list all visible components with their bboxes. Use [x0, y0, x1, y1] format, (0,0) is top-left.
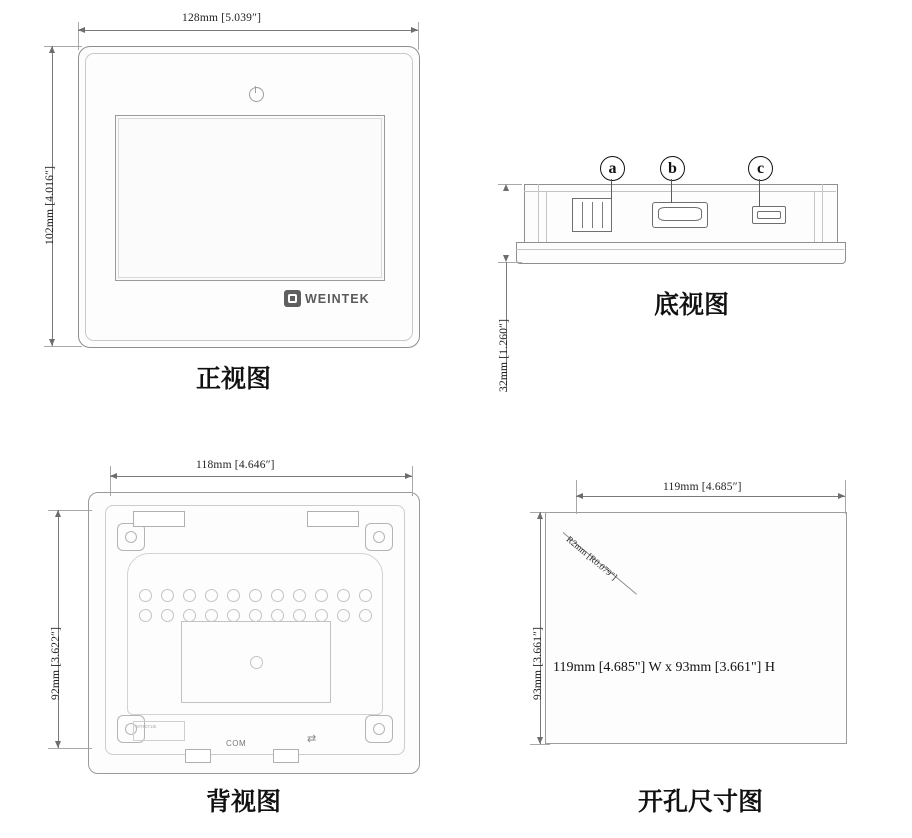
front-width-text: 128mm [5.039″] [182, 12, 262, 24]
cutout-width-text: 119mm [4.685″] [663, 481, 742, 493]
front-height-arrow-down [49, 339, 55, 346]
back-height-arrow-down [55, 741, 61, 748]
vent-dot [183, 609, 196, 622]
vent-dot [139, 609, 152, 622]
cutout-ext-bottom-left [530, 744, 550, 745]
vent-dot [227, 589, 240, 602]
vent-dot [337, 589, 350, 602]
cutout-height-arrow-down [537, 737, 543, 744]
front-width-dim-line [78, 30, 418, 31]
vent-dot [183, 589, 196, 602]
vent-dot [293, 589, 306, 602]
back-ext-left-top [110, 466, 111, 496]
bottom-height-arrow-down [503, 255, 509, 262]
product-label-sticker: MT6071iE [133, 721, 185, 741]
callout-c: c [748, 156, 773, 181]
back-width-dim-line [110, 476, 412, 477]
front-view [78, 46, 423, 351]
bottom-housing-edge-left2 [546, 191, 547, 242]
front-view-caption: 正视图 [196, 364, 272, 393]
front-width-arrow-right [411, 27, 418, 33]
vent-dot [139, 589, 152, 602]
back-view [88, 492, 423, 777]
logo-mark-icon [284, 290, 301, 307]
back-view-caption: 背视图 [206, 787, 282, 816]
front-width-arrow-left [78, 27, 85, 33]
bottom-height-text: 32mm [1.260″] [498, 318, 510, 392]
vent-dot [359, 609, 372, 622]
cutout-size-text: 119mm [4.685"] W x 93mm [3.661"] H [553, 660, 775, 675]
cutout-view-caption: 开孔尺寸图 [638, 787, 764, 816]
port-b-serial-inner [658, 207, 702, 221]
cutout-height-arrow-up [537, 512, 543, 519]
cutout-view [545, 512, 850, 747]
corner-radius-text: R2mm [R0.079″] [564, 534, 620, 582]
back-height-arrow-up [55, 510, 61, 517]
bottom-front-flange [516, 242, 846, 264]
vent-dot [161, 609, 174, 622]
brand-logo [284, 290, 370, 307]
bottom-housing-edge-left [538, 184, 539, 242]
front-display-inner [118, 118, 382, 278]
port-a-pin-3 [602, 202, 603, 228]
port-a-pin-2 [592, 202, 593, 228]
vent-dot [161, 589, 174, 602]
bottom-tab-right [273, 749, 299, 763]
back-housing [88, 492, 420, 774]
cutout-width-dim-line [576, 496, 845, 497]
front-ext-bottom-left [44, 346, 82, 347]
front-height-text: 102mm [4.016″] [44, 165, 56, 245]
mount-boss-bottom-right [365, 715, 393, 743]
port-a-pin-1 [582, 202, 583, 228]
back-width-arrow-left [110, 473, 117, 479]
cutout-width-arrow-left [576, 493, 583, 499]
back-center-mark [250, 656, 263, 669]
vent-dot [271, 589, 284, 602]
vent-dot [249, 589, 262, 602]
vent-dot [359, 589, 372, 602]
logo-text: WEINTEK [305, 291, 370, 306]
back-height-text: 92mm [3.622″] [50, 626, 62, 700]
cutout-width-arrow-right [838, 493, 845, 499]
vent-dot [293, 609, 306, 622]
mount-clip-top-left [133, 511, 185, 527]
usb-icon: ⇄ [307, 733, 317, 745]
vent-dot [249, 609, 262, 622]
mount-boss-top-right [365, 523, 393, 551]
front-ext-right-top [418, 22, 419, 50]
cutout-rectangle [545, 512, 847, 744]
front-height-arrow-up [49, 46, 55, 53]
cutout-ext-right-top [845, 480, 846, 514]
bottom-view-caption: 底视图 [654, 290, 730, 319]
power-indicator-icon [249, 87, 264, 102]
front-housing [78, 46, 420, 348]
vent-dot [205, 609, 218, 622]
back-ext-bottom-left [48, 748, 92, 749]
bottom-view [516, 178, 846, 293]
vent-dot [205, 589, 218, 602]
bottom-housing-edge-1 [524, 191, 836, 192]
cutout-height-text: 93mm [3.661″] [532, 626, 544, 700]
bottom-housing-edge-right2 [814, 191, 815, 242]
vent-dot [315, 609, 328, 622]
back-width-arrow-right [405, 473, 412, 479]
callout-a-leader [611, 179, 612, 199]
bottom-flange-edge [516, 249, 844, 250]
vent-dot [337, 609, 350, 622]
bottom-tab-left [185, 749, 211, 763]
bottom-ext-bottom [498, 262, 522, 263]
bottom-ext-top [498, 184, 522, 185]
vent-dot [227, 609, 240, 622]
callout-a: a [600, 156, 625, 181]
callout-b: b [660, 156, 685, 181]
back-ext-right-top [412, 466, 413, 496]
back-width-text: 118mm [4.646″] [196, 459, 275, 471]
vent-dot [271, 609, 284, 622]
bottom-housing-edge-right [822, 184, 823, 242]
mount-boss-top-left [117, 523, 145, 551]
bottom-height-arrow-up [503, 184, 509, 191]
callout-c-leader [759, 179, 760, 207]
com-port-label: COM [226, 739, 247, 748]
mount-clip-top-right [307, 511, 359, 527]
callout-b-leader [671, 179, 672, 203]
port-c-usb-inner [757, 211, 781, 219]
vent-dot [315, 589, 328, 602]
